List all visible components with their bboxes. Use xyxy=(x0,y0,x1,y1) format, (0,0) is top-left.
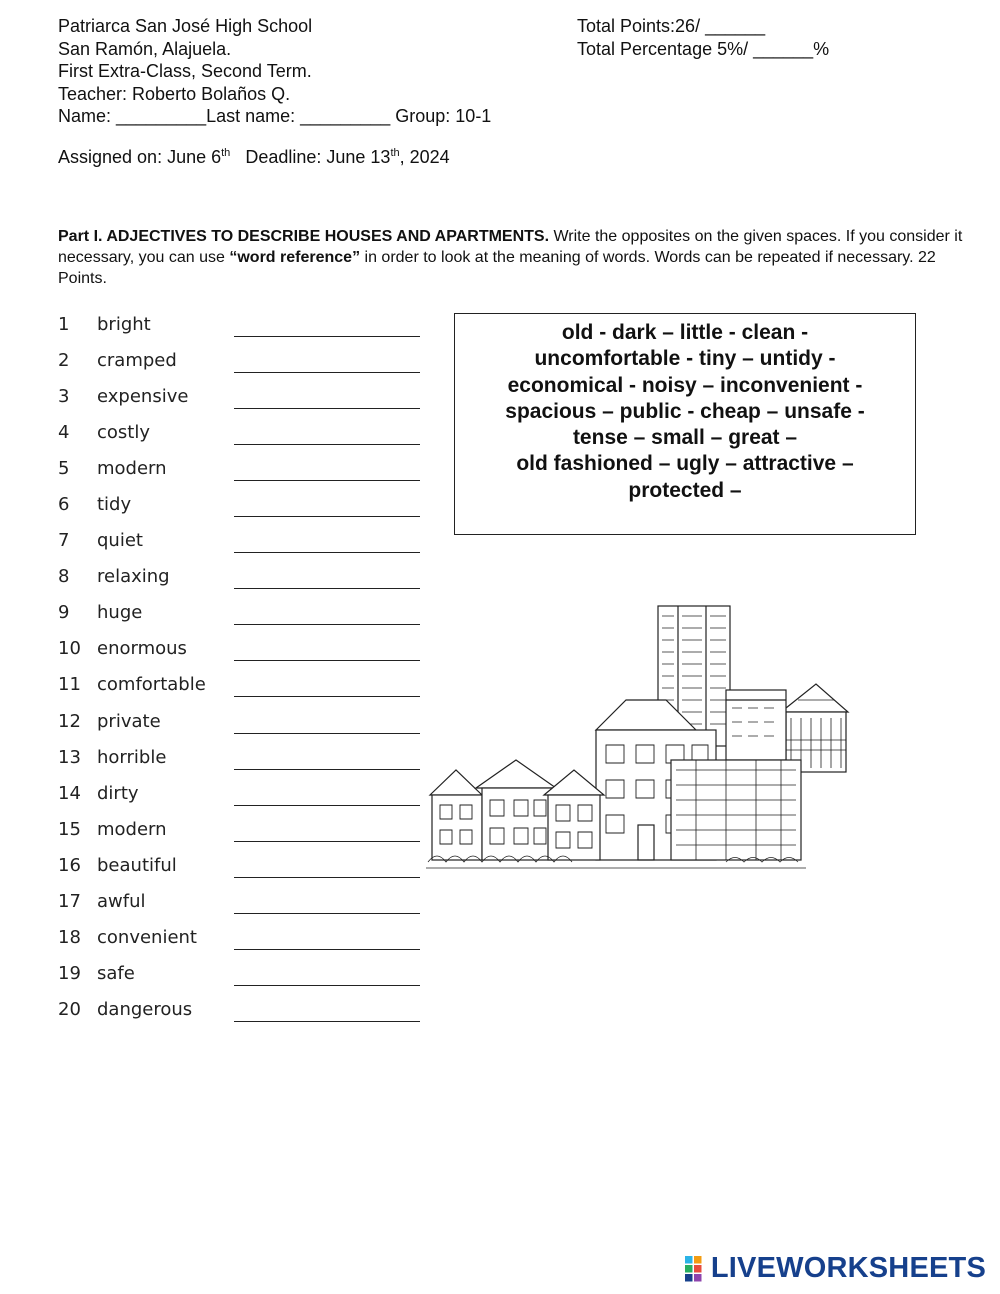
logo-square xyxy=(694,1274,702,1282)
list-item xyxy=(58,559,438,595)
item-number: 12 xyxy=(58,710,81,732)
item-number: 7 xyxy=(58,530,70,552)
list-item xyxy=(58,920,438,956)
brand-name: LIVEWORKSHEETS xyxy=(710,1252,986,1284)
item-adjective: comfortable xyxy=(97,674,206,696)
answer-blank[interactable] xyxy=(234,492,420,517)
word-reference-emphasis: “word reference” xyxy=(229,249,361,266)
tudor-house-drawing xyxy=(781,684,848,772)
word-bank-line: economical - noisy – inconvenient - xyxy=(507,373,863,397)
answer-blank[interactable] xyxy=(234,745,420,770)
list-item xyxy=(58,811,438,847)
answer-blank[interactable] xyxy=(234,384,420,409)
item-number: 9 xyxy=(58,602,70,624)
item-number: 10 xyxy=(58,638,81,660)
item-adjective: dangerous xyxy=(97,999,193,1021)
answer-blank[interactable] xyxy=(234,528,420,553)
item-number: 15 xyxy=(58,818,81,840)
item-adjective: cramped xyxy=(97,349,177,371)
answer-blank[interactable] xyxy=(234,781,420,806)
header-right xyxy=(577,15,829,60)
list-item xyxy=(58,703,438,739)
word-bank-line: spacious – public - cheap – unsafe - xyxy=(505,399,865,423)
item-adjective: bright xyxy=(97,313,151,335)
answer-blank[interactable] xyxy=(234,636,420,661)
item-adjective: safe xyxy=(97,963,135,985)
item-adjective: enormous xyxy=(97,638,187,660)
adjective-list xyxy=(58,306,438,1028)
list-item xyxy=(58,631,438,667)
list-item xyxy=(58,956,438,992)
list-item xyxy=(58,992,438,1028)
answer-blank[interactable] xyxy=(234,456,420,481)
assigned-date: Assigned on: June 6th xyxy=(58,147,231,167)
buildings-illustration xyxy=(426,600,856,875)
mid-building-drawing xyxy=(726,690,786,760)
list-item xyxy=(58,342,438,378)
logo-square xyxy=(685,1274,693,1282)
list-item xyxy=(58,847,438,883)
item-number: 13 xyxy=(58,746,81,768)
item-adjective: huge xyxy=(97,602,143,624)
student-name-line: Name: _________Last name: _________ Group: 10-1 xyxy=(58,106,492,126)
victorian-houses-drawing xyxy=(430,760,604,860)
header-left xyxy=(58,15,491,128)
list-item xyxy=(58,414,438,450)
word-bank-line: tense – small – great – xyxy=(572,426,798,450)
school-city: San Ramón, Alajuela. xyxy=(58,38,232,59)
liveworksheets-brand xyxy=(685,1252,986,1285)
answer-blank[interactable] xyxy=(234,420,420,445)
item-number: 14 xyxy=(58,782,81,804)
list-item xyxy=(58,450,438,486)
part-one-title: Part I. ADJECTIVES TO DESCRIBE HOUSES AND APARTMENTS. xyxy=(58,228,550,245)
logo-square xyxy=(694,1265,702,1273)
answer-blank[interactable] xyxy=(234,312,420,337)
item-adjective: awful xyxy=(97,891,146,913)
item-number: 8 xyxy=(58,566,70,588)
item-number: 6 xyxy=(58,494,70,516)
item-adjective: convenient xyxy=(97,927,197,949)
logo-square xyxy=(685,1256,693,1264)
item-number: 18 xyxy=(58,927,81,949)
answer-blank[interactable] xyxy=(234,348,420,373)
item-number: 1 xyxy=(58,313,70,335)
apartment-block-drawing xyxy=(671,760,801,860)
word-bank-line: protected – xyxy=(628,478,742,502)
teacher-name: Teacher: Roberto Bolaños Q. xyxy=(58,83,291,104)
list-item xyxy=(58,775,438,811)
school-name: Patriarca San José High School xyxy=(58,16,313,36)
total-points: Total Points:26/ ______ xyxy=(577,16,766,36)
item-number: 17 xyxy=(58,891,81,913)
item-adjective: horrible xyxy=(97,746,167,768)
item-adjective: quiet xyxy=(97,530,143,552)
item-number: 19 xyxy=(58,963,81,985)
deadline-date: Deadline: June 13th, 2024 xyxy=(245,147,450,167)
part-one-instructions xyxy=(58,226,970,289)
total-percentage: Total Percentage 5%/ ______% xyxy=(577,38,830,59)
item-number: 4 xyxy=(58,421,70,443)
list-item xyxy=(58,595,438,631)
word-bank-line: uncomfortable - tiny – untidy - xyxy=(534,347,836,371)
item-adjective: modern xyxy=(97,457,167,479)
item-adjective: modern xyxy=(97,818,167,840)
item-adjective: costly xyxy=(97,421,150,443)
item-number: 3 xyxy=(58,385,70,407)
word-bank-box xyxy=(454,313,916,535)
answer-blank[interactable] xyxy=(234,709,420,734)
answer-blank[interactable] xyxy=(234,817,420,842)
word-bank-line: old - dark – little - clean - xyxy=(561,321,809,344)
liveworksheets-logo-icon xyxy=(685,1256,711,1282)
logo-square xyxy=(694,1256,702,1264)
item-number: 5 xyxy=(58,457,70,479)
item-number: 11 xyxy=(58,674,81,696)
answer-blank[interactable] xyxy=(234,600,420,625)
assigned-deadline-line xyxy=(58,147,450,168)
answer-blank[interactable] xyxy=(234,564,420,589)
answer-blank[interactable] xyxy=(234,925,420,950)
item-adjective: expensive xyxy=(97,385,189,407)
class-term: First Extra-Class, Second Term. xyxy=(58,61,312,81)
item-adjective: dirty xyxy=(97,782,139,804)
item-adjective: private xyxy=(97,710,161,732)
answer-blank[interactable] xyxy=(234,889,420,914)
item-adjective: beautiful xyxy=(97,854,177,876)
list-item xyxy=(58,667,438,703)
item-number: 20 xyxy=(58,999,81,1021)
list-item xyxy=(58,306,438,342)
logo-square xyxy=(685,1265,693,1273)
instructions-text-1: Write the opposites on the given spaces. If you consider it necessary, you can use xyxy=(58,228,963,266)
list-item xyxy=(58,486,438,522)
answer-blank[interactable] xyxy=(234,997,420,1022)
list-item xyxy=(58,884,438,920)
item-adjective: relaxing xyxy=(97,566,170,588)
answer-blank[interactable] xyxy=(234,961,420,986)
list-item xyxy=(58,523,438,559)
item-number: 16 xyxy=(58,854,81,876)
item-adjective: tidy xyxy=(97,494,132,516)
answer-blank[interactable] xyxy=(234,672,420,697)
answer-blank[interactable] xyxy=(234,853,420,878)
word-bank-line: old fashioned – ugly – attractive – xyxy=(516,452,854,476)
list-item xyxy=(58,739,438,775)
list-item xyxy=(58,378,438,414)
instructions-text-2: in order to look at the meaning of words. Words can be repeated if necessary. 22 Points. xyxy=(58,249,936,287)
item-number: 2 xyxy=(58,349,70,371)
